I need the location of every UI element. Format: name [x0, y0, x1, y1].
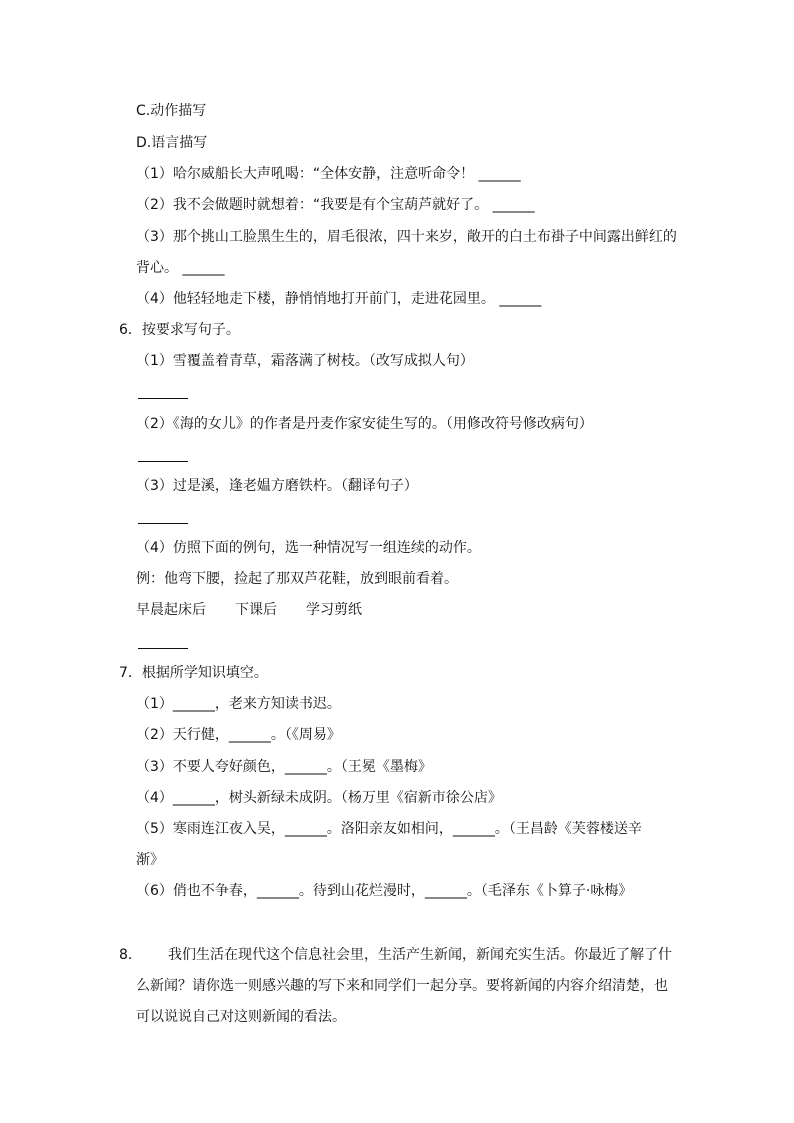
q6-item-2: （2）《海的女儿》的作者是丹麦作家安徒生写的。（用修改符号修改病句） — [136, 416, 593, 432]
q6-choice-1: 早晨起床后 — [136, 602, 206, 618]
q6-answer-line-4 — [138, 648, 188, 649]
q8-number: 8． — [119, 947, 142, 963]
q7-item-3: （3）不要人夸好颜色，______。（王冕《墨梅》 — [136, 759, 432, 775]
q5-item-2: （2）我不会做题时就想着：“我要是有个宝葫芦就好了。 ______ — [136, 197, 535, 213]
q6-title: 6．按要求写句子。 — [119, 322, 240, 338]
q5-item-1: （1）哈尔威船长大声吼喝：“全体安静，注意听命令！ ______ — [136, 166, 521, 182]
q6-item-3: （3）过是溪，逢老媪方磨铁杵。（翻译句子） — [136, 478, 418, 494]
q7-item-5-cont: 渐》 — [136, 852, 164, 868]
q8-line-3: 可以说说自己对这则新闻的看法。 — [136, 1009, 346, 1025]
q8-line-2: 么新闻？请你选一则感兴趣的写下来和同学们一起分享。要将新闻的内容介绍清楚，也 — [136, 978, 668, 994]
q6-choice-2: 下课后 — [235, 602, 277, 618]
q6-answer-line-1 — [138, 398, 188, 399]
q6-answer-line-2 — [138, 461, 188, 462]
q6-answer-line-3 — [138, 523, 188, 524]
option-c: C.动作描写 — [136, 103, 207, 119]
q5-item-3: （3）那个挑山工脸黑生生的，眉毛很浓，四十来岁，敞开的白土布褂子中间露出鲜红的 — [136, 229, 677, 245]
q8-line-1: 我们生活在现代这个信息社会里，生活产生新闻，新闻充实生活。你最近了解了什 — [168, 947, 672, 963]
q7-item-4: （4）______，树头新绿未成阴。（杨万里《宿新市徐公店》 — [136, 790, 502, 806]
q5-item-3-cont: 背心。 ______ — [136, 260, 225, 276]
q7-item-1: （1）______，老来方知读书迟。 — [136, 696, 341, 712]
q6-item-1: （1）雪覆盖着青草，霜落满了树枝。（改写成拟人句） — [136, 353, 474, 369]
q7-item-6: （6）俏也不争春，______。待到山花烂漫时，______。（毛泽东《卜算子·咏梅》 — [136, 883, 633, 899]
q5-item-4: （4）他轻轻地走下楼，静悄悄地打开前门，走进花园里。 ______ — [136, 291, 542, 307]
q7-item-5: （5）寒雨连江夜入吴，______。洛阳亲友如相问，______。（王昌龄《芙蓉楼送辛 — [136, 821, 642, 837]
q6-choice-3: 学习剪纸 — [306, 602, 362, 618]
q7-item-2: （2）天行健，______。（《周易》 — [136, 727, 341, 743]
q6-item-4: （4）仿照下面的例句，选一种情况写一组连续的动作。 — [136, 540, 481, 556]
q6-example: 例：他弯下腰，捡起了那双芦花鞋，放到眼前看着。 — [136, 571, 458, 587]
q7-title: 7．根据所学知识填空。 — [119, 665, 268, 681]
option-d: D.语言描写 — [136, 135, 208, 151]
